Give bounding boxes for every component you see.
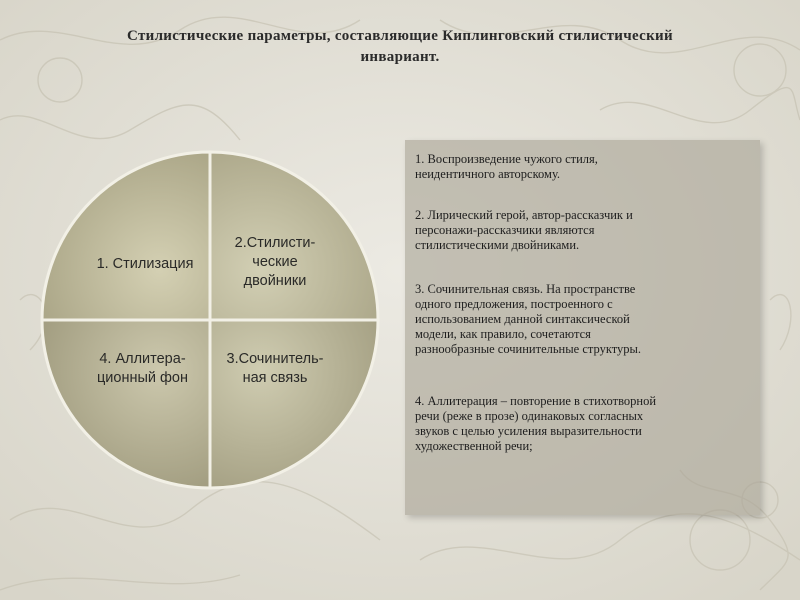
description-item-4-line-1: 4. Аллитерация – повторение в стихотворной: [415, 394, 657, 408]
description-item-4: [415, 394, 776, 454]
segment-label-2-line-1: 2.Стилисти-: [234, 235, 316, 251]
description-item-4-line-3: звуков с целью усиления выразительности: [415, 424, 642, 438]
segment-label-1: [85, 255, 205, 274]
description-item-2-line-2: персонажи-рассказчики являются: [415, 223, 595, 237]
description-panel: [405, 140, 760, 515]
segment-label-3: [210, 350, 340, 388]
description-item-2-line-1: 2. Лирический герой, автор-рассказчик и: [415, 208, 633, 222]
segment-label-2-line-3: двойники: [243, 273, 307, 289]
segment-label-2: [215, 234, 335, 291]
segment-coordinating-link: [210, 320, 378, 488]
segment-stylization: [42, 152, 210, 320]
description-item-2-line-3: стилистическими двойниками.: [415, 238, 580, 252]
segment-alliteration: [42, 320, 210, 488]
segment-label-3-line-2: ная связь: [242, 370, 308, 386]
description-item-4-line-2: речи (реже в прозе) одинаковых согласных: [415, 409, 644, 423]
segment-label-4-line-1: 4. Аллитера-: [99, 351, 186, 367]
segment-label-4: [80, 350, 205, 388]
description-item-3: [415, 282, 776, 357]
slide-title-line-1: Стилистические параметры, составляющие Киплинговский стилистический: [127, 28, 673, 44]
description-item-4-line-4: художественной речи;: [415, 439, 533, 453]
description-item-3-line-4: модели, как правило, сочетаются: [415, 327, 591, 341]
description-item-1-line-2: неидентичного авторскому.: [415, 167, 561, 181]
circle-diagram: [40, 150, 380, 490]
description-item-3-line-3: использованием данной синтаксической: [415, 312, 630, 326]
segment-label-2-line-2: ческие: [252, 254, 298, 270]
description-item-3-line-2: одного предложения, построенного с: [415, 297, 613, 311]
slide-title: [40, 26, 760, 68]
segment-label-3-line-1: 3.Сочинитель-: [226, 351, 324, 367]
description-item-3-line-5: разнообразные сочинительные структуры.: [415, 342, 642, 356]
description-item-1: [415, 152, 776, 182]
segment-label-1-text: 1. Стилизация: [96, 256, 194, 272]
slide-title-line-2: инвариант.: [360, 49, 440, 65]
description-item-3-line-1: 3. Сочинительная связь. На пространстве: [415, 282, 636, 296]
segment-label-4-line-2: ционный фон: [96, 370, 189, 386]
description-item-2: [415, 208, 776, 253]
circle-diagram-svg: [40, 150, 380, 490]
description-item-1-line-1: 1. Воспроизведение чужого стиля,: [415, 152, 598, 166]
